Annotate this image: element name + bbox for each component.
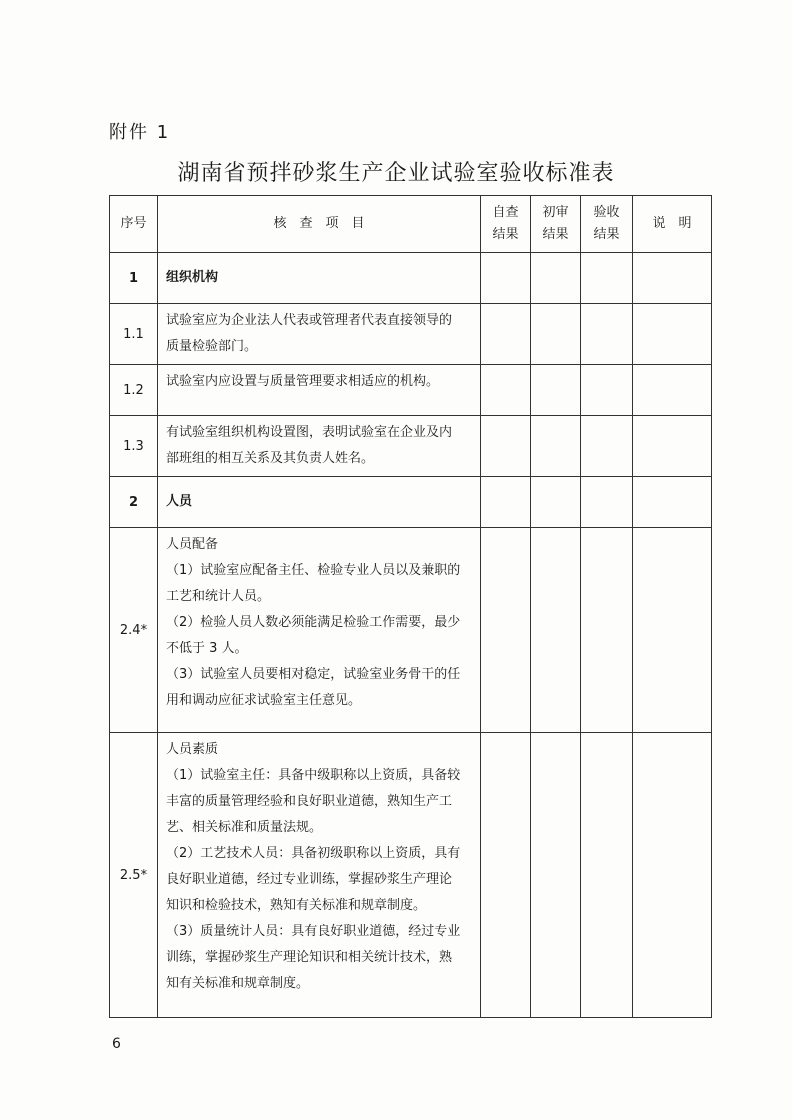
- row-number: 1.1: [110, 304, 158, 365]
- item-text-line: 知识和检验技术，熟知有关标准和规章制度。: [166, 898, 427, 913]
- item-text-line: 人员: [166, 494, 193, 509]
- note-cell: [633, 253, 712, 304]
- acceptance-cell: [581, 733, 633, 1018]
- self-check-cell: [481, 416, 531, 477]
- attachment-label: 附件 1: [109, 122, 171, 143]
- item-text-line: （1）试验室应配备主任、检验专业人员以及兼职的: [166, 563, 461, 578]
- item-text-line: 丰富的质量管理经验和良好职业道德，熟知生产工: [166, 794, 453, 809]
- section-row: [110, 253, 712, 304]
- item-text-line: 艺、相关标准和质量法规。: [166, 820, 323, 835]
- item-text-line: 用和调动应征求试验室主任意见。: [166, 693, 362, 708]
- acceptance-standard-table: [109, 195, 712, 1018]
- acceptance-cell: [581, 253, 633, 304]
- item-text-line: 部班组的相互关系及其负责人姓名。: [166, 451, 375, 466]
- first-review-cell: [531, 416, 581, 477]
- section-row: [110, 477, 712, 528]
- note-cell: [633, 528, 712, 733]
- header-note: 说 明: [633, 196, 712, 253]
- row-number: 2.4*: [110, 528, 158, 733]
- item-text-line: （1）试验室主任：具备中级职称以上资质，具备较: [166, 768, 461, 783]
- first-review-cell: [531, 733, 581, 1018]
- header-seq: 序号: [110, 196, 158, 253]
- row-number: 2: [110, 477, 158, 528]
- first-review-cell: [531, 477, 581, 528]
- self-check-cell: [481, 253, 531, 304]
- row-number: 1.3: [110, 416, 158, 477]
- check-item: [158, 365, 481, 416]
- row-number: 1: [110, 253, 158, 304]
- page-number: 6: [112, 1036, 121, 1052]
- header-first-review: 初审 结果: [531, 196, 581, 253]
- table-row: [110, 365, 712, 416]
- item-text-line: 试验室应为企业法人代表或管理者代表直接领导的: [166, 313, 453, 328]
- check-item: [158, 528, 481, 733]
- item-text-line: 良好职业道德，经过专业训练，掌握砂浆生产理论: [166, 872, 453, 887]
- first-review-cell: [531, 528, 581, 733]
- item-text-line: 试验室内应设置与质量管理要求相适应的机构。: [166, 374, 440, 389]
- item-text-line: （3）试验室人员要相对稳定，试验室业务骨干的任: [166, 667, 461, 682]
- self-check-cell: [481, 365, 531, 416]
- item-text-line: （2）工艺技术人员：具备初级职称以上资质，具有: [166, 846, 461, 861]
- acceptance-cell: [581, 528, 633, 733]
- document-title: 湖南省预拌砂浆生产企业试验室验收标准表: [177, 161, 615, 186]
- table-row: [110, 304, 712, 365]
- row-number: 2.5*: [110, 733, 158, 1018]
- header-acceptance: 验收 结果: [581, 196, 633, 253]
- self-check-cell: [481, 733, 531, 1018]
- note-cell: [633, 365, 712, 416]
- item-text-line: 人员素质: [166, 742, 219, 757]
- acceptance-cell: [581, 365, 633, 416]
- note-cell: [633, 733, 712, 1018]
- first-review-cell: [531, 253, 581, 304]
- check-item: [158, 304, 481, 365]
- self-check-cell: [481, 477, 531, 528]
- first-review-cell: [531, 365, 581, 416]
- acceptance-cell: [581, 477, 633, 528]
- item-text-line: 训练，掌握砂浆生产理论知识和相关统计技术，熟: [166, 950, 453, 965]
- item-text-line: 知有关标准和规章制度。: [166, 976, 310, 991]
- row-number: 1.2: [110, 365, 158, 416]
- section-title: [158, 477, 481, 528]
- item-text-line: 质量检验部门。: [166, 339, 258, 354]
- note-cell: [633, 304, 712, 365]
- table-row: [110, 733, 712, 1018]
- note-cell: [633, 416, 712, 477]
- item-text-line: 工艺和统计人员。: [166, 589, 271, 604]
- header-item: 核 查 项 目: [158, 196, 481, 253]
- table-row: [110, 528, 712, 733]
- item-text-line: （2）检验人员人数必须能满足检验工作需要，最少: [166, 615, 461, 630]
- table-header-row: [110, 196, 712, 253]
- self-check-cell: [481, 528, 531, 733]
- item-text-line: 组织机构: [166, 270, 219, 285]
- item-text-line: （3）质量统计人员：具有良好职业道德，经过专业: [166, 924, 461, 939]
- check-item: [158, 416, 481, 477]
- first-review-cell: [531, 304, 581, 365]
- section-title: [158, 253, 481, 304]
- acceptance-cell: [581, 416, 633, 477]
- self-check-cell: [481, 304, 531, 365]
- item-text-line: 有试验室组织机构设置图，表明试验室在企业及内: [166, 425, 453, 440]
- table-row: [110, 416, 712, 477]
- item-text-line: 不低于 3 人。: [166, 641, 248, 656]
- item-text-line: 人员配备: [166, 537, 219, 552]
- note-cell: [633, 477, 712, 528]
- header-self-check: 自查 结果: [481, 196, 531, 253]
- check-item: [158, 733, 481, 1018]
- acceptance-cell: [581, 304, 633, 365]
